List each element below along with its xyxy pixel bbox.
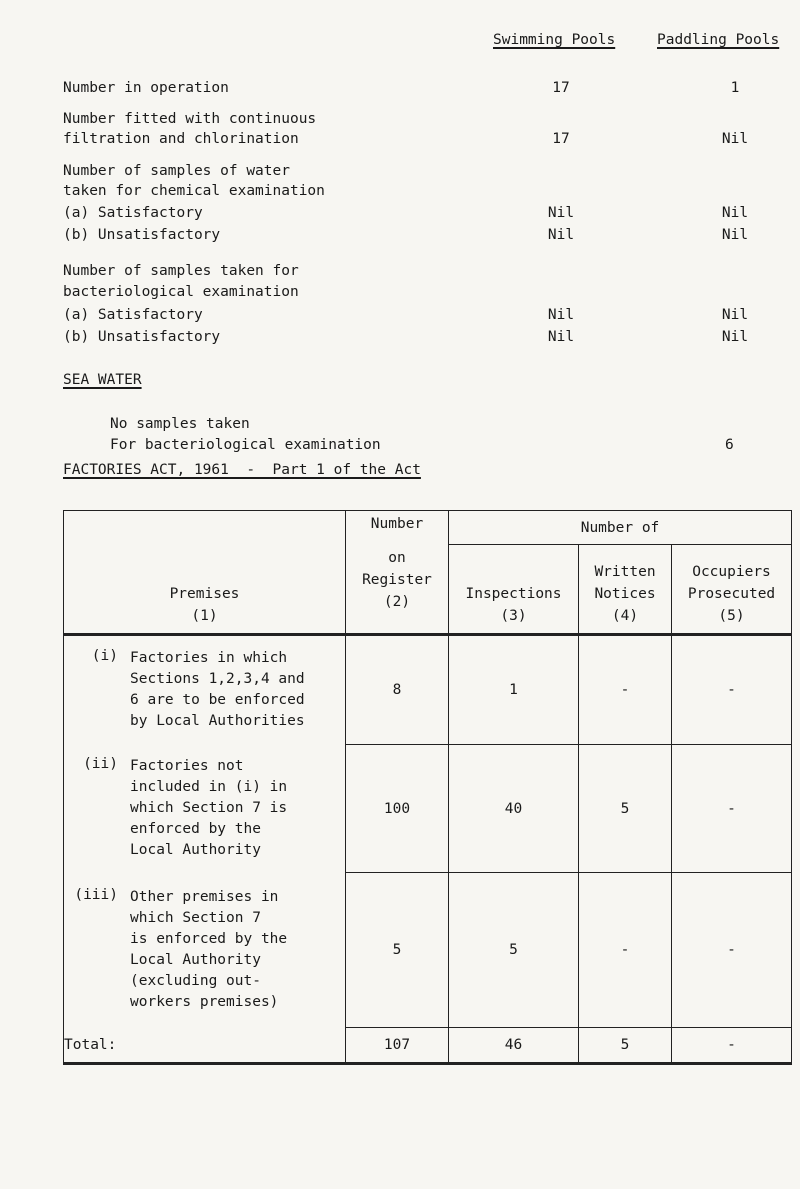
register-cell: 5 (346, 873, 449, 1028)
sea-water-value: 6 (725, 437, 734, 453)
row-label-filtration-2: filtration and chlorination (63, 131, 299, 147)
header-prosecuted (672, 545, 792, 635)
premises-cell (64, 745, 346, 873)
table-row (64, 873, 792, 1028)
filtration-paddling: Nil (721, 131, 749, 147)
header-prosecuted-1: Occupiers (692, 564, 771, 580)
premises-cell (64, 635, 346, 745)
bacterio-satisfactory-label: (a) Satisfactory (63, 307, 203, 323)
header-premises-label: Premises (169, 586, 240, 602)
premises-text: Other premises in which Section 7 is enforced by the Local Authority (excluding out- workers premises) (130, 889, 288, 1010)
header-notices-num: (4) (611, 608, 639, 624)
chemical-satisfactory-label: (a) Satisfactory (63, 205, 203, 221)
chemical-unsatisfactory-swimming: Nil (547, 227, 575, 243)
total-register: 107 (346, 1028, 449, 1064)
sea-water-line-1: No samples taken (110, 416, 250, 432)
swimming-pools-header: Swimming Pools (493, 32, 616, 48)
prosecuted-cell: - (672, 635, 792, 745)
table-row (64, 635, 792, 745)
row-label-in-operation: Number in operation (63, 80, 229, 96)
notices-cell: - (579, 635, 672, 745)
factories-act-heading: FACTORIES ACT, 1961 - Part 1 of the Act (63, 462, 421, 478)
premises-text: Factories not included in (i) in which Section 7 is enforced by the Local Authority (130, 758, 288, 858)
table-row (64, 745, 792, 873)
register-cell: 8 (346, 635, 449, 745)
header-register (346, 511, 449, 635)
inspections-cell: 5 (449, 873, 579, 1028)
prosecuted-cell: - (672, 745, 792, 873)
chemical-unsatisfactory-paddling: Nil (721, 227, 749, 243)
chemical-heading-2: taken for chemical examination (63, 183, 325, 199)
header-premises (64, 511, 346, 635)
row-label-filtration-1: Number fitted with continuous (63, 111, 317, 127)
header-inspections-label: Inspections (465, 586, 562, 602)
header-inspections (449, 545, 579, 635)
inspections-cell: 1 (449, 635, 579, 745)
bacterio-heading-1: Number of samples taken for (63, 263, 299, 279)
premises-num: (ii) (83, 756, 118, 772)
total-notices: 5 (579, 1028, 672, 1064)
chemical-satisfactory-swimming: Nil (547, 205, 575, 221)
premises-text: Factories in which Sections 1,2,3,4 and 6 are to be enforced by Local Authorities (130, 650, 305, 730)
bacterio-heading-2: bacteriological examination (63, 284, 299, 300)
sea-water-heading: SEA WATER (63, 372, 142, 388)
bacterio-unsatisfactory-paddling: Nil (721, 329, 749, 345)
header-register-num: (2) (383, 594, 411, 610)
in-operation-paddling: 1 (730, 80, 740, 96)
prosecuted-cell: - (672, 873, 792, 1028)
header-notices (579, 545, 672, 635)
chemical-satisfactory-paddling: Nil (721, 205, 749, 221)
inspections-cell: 40 (449, 745, 579, 873)
notices-cell: 5 (579, 745, 672, 873)
chemical-unsatisfactory-label: (b) Unsatisfactory (63, 227, 221, 243)
header-notices-1: Written (594, 564, 656, 580)
premises-num: (iii) (74, 887, 118, 903)
header-prosecuted-2: Prosecuted (687, 586, 776, 602)
factories-table (63, 510, 792, 1065)
header-notices-2: Notices (594, 586, 656, 602)
premises-num: (i) (91, 648, 118, 665)
header-register-3: Register (362, 572, 432, 588)
paddling-pools-header: Paddling Pools (657, 32, 780, 48)
total-label-cell (64, 1028, 346, 1064)
header-inspections-num: (3) (500, 608, 527, 624)
bacterio-unsatisfactory-swimming: Nil (547, 329, 575, 345)
bacterio-satisfactory-swimming: Nil (547, 307, 575, 323)
header-number-of: Number of (449, 511, 792, 545)
in-operation-swimming: 17 (552, 80, 570, 96)
bacterio-unsatisfactory-label: (b) Unsatisfactory (63, 329, 221, 345)
notices-cell: - (579, 873, 672, 1028)
chemical-heading-1: Number of samples of water (63, 163, 290, 179)
total-label: Total: (64, 1036, 117, 1053)
header-premises-num: (1) (191, 608, 218, 624)
header-register-2: on (388, 550, 406, 566)
sea-water-line-2: For bacteriological examination (110, 437, 381, 453)
total-prosecuted: - (672, 1028, 792, 1064)
premises-cell (64, 873, 346, 1028)
bacterio-satisfactory-paddling: Nil (721, 307, 749, 323)
header-prosecuted-num: (5) (718, 608, 745, 624)
register-cell: 100 (346, 745, 449, 873)
filtration-swimming: 17 (552, 131, 570, 147)
header-register-1: Number (370, 516, 424, 532)
total-row (64, 1028, 792, 1064)
total-inspections: 46 (449, 1028, 579, 1064)
